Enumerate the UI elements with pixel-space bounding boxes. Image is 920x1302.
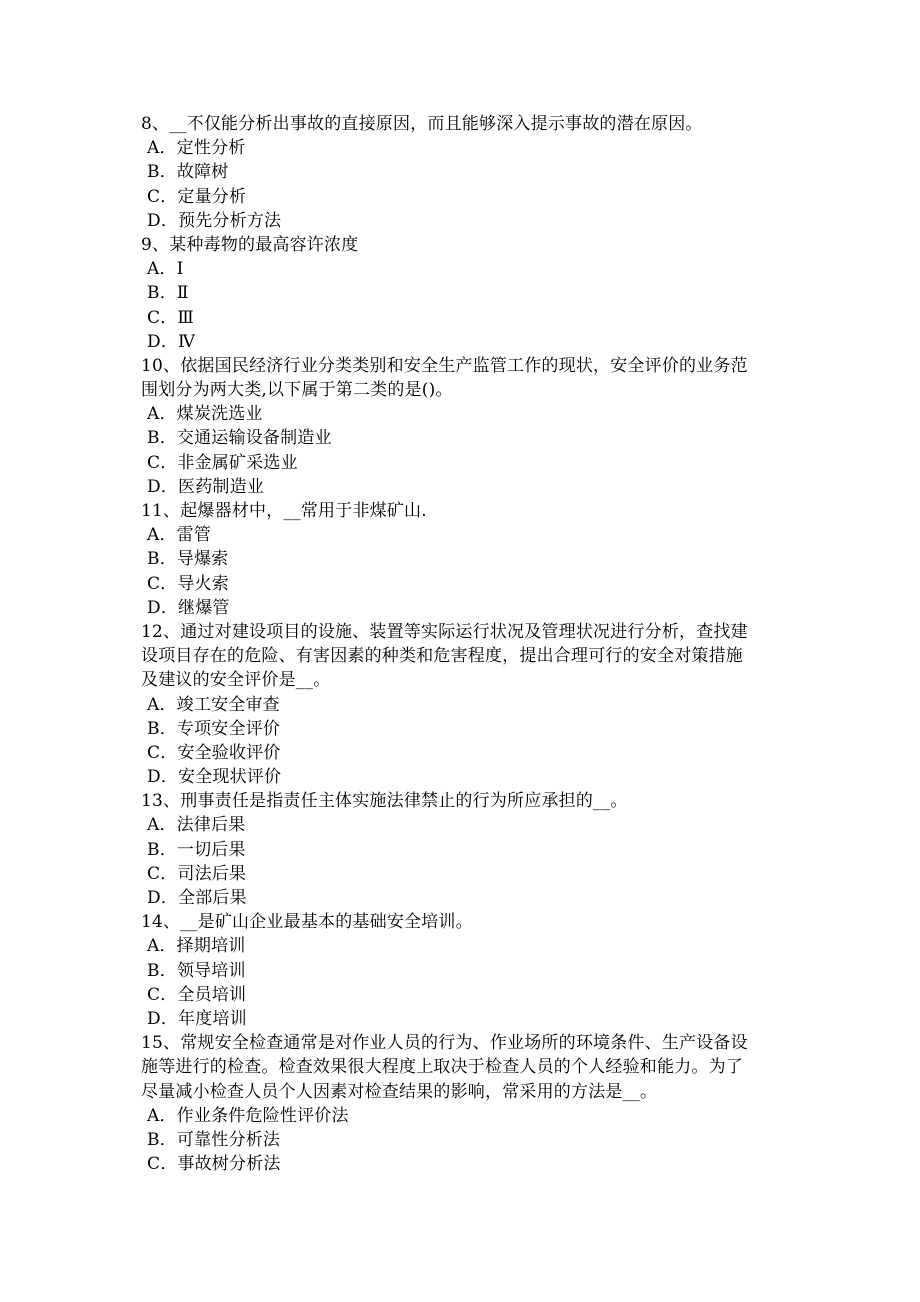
- question-item: [141, 112, 791, 233]
- question-item: [141, 789, 791, 910]
- answer-option: B．领导培训: [147, 960, 246, 981]
- answer-option: A．法律后果: [147, 815, 246, 836]
- answer-option: A．定性分析: [147, 138, 246, 159]
- question-item: [141, 620, 791, 789]
- question-list: [141, 112, 791, 1176]
- answer-option: B．导爆索: [147, 549, 229, 570]
- answer-option: B．Ⅱ: [147, 283, 189, 304]
- answer-option: D．继爆管: [147, 597, 230, 618]
- question-text: 10、依据国民经济行业分类类别和安全生产监管工作的现状，安全评价的业务范: [141, 355, 748, 376]
- question-item: [141, 1031, 791, 1176]
- question-text: 11、起爆器材中，__常用于非煤矿山.: [141, 501, 427, 521]
- answer-option: D．全部后果: [147, 888, 247, 908]
- answer-option: B．一切后果: [147, 839, 246, 860]
- question-text: 尽量减小检查人员个人因素对检查结果的影响，常采用的方法是__。: [141, 1081, 658, 1102]
- question-text: 14、__是矿山企业最基本的基础安全培训。: [141, 912, 473, 933]
- answer-option: B．可靠性分析法: [147, 1129, 281, 1150]
- question-item: [141, 910, 791, 1031]
- question-text: 设项目存在的危险、有害因素的种类和危害程度，提出合理可行的安全对策措施: [141, 646, 743, 667]
- answer-option: C．安全验收评价: [147, 742, 281, 763]
- question-text: 围划分为两大类,以下属于第二类的是()。: [141, 380, 453, 401]
- answer-option: D．预先分析方法: [147, 210, 282, 231]
- answer-option: C．事故树分析法: [147, 1154, 281, 1175]
- answer-option: B．交通运输设备制造业: [147, 428, 332, 449]
- answer-option: D．年度培训: [147, 1008, 247, 1029]
- answer-option: D．Ⅳ: [147, 331, 196, 352]
- answer-option: C．导火索: [147, 573, 230, 594]
- question-text: 15、常规安全检查通常是对作业人员的行为、作业场所的环境条件、生产设备设: [141, 1033, 748, 1054]
- answer-option: C．全员培训: [147, 984, 247, 1005]
- answer-option: B．故障树: [147, 162, 229, 183]
- answer-option: A．作业条件危险性评价法: [147, 1105, 349, 1126]
- answer-option: D．医药制造业: [147, 476, 265, 497]
- answer-option: C．非金属矿采选业: [147, 452, 298, 473]
- question-text: 8、__不仅能分析出事故的直接原因，而且能够深入提示事故的潜在原因。: [141, 114, 703, 134]
- question-item: [141, 233, 791, 354]
- answer-option: A．Ⅰ: [147, 259, 184, 280]
- question-item: [141, 354, 791, 499]
- answer-option: A．煤炭洗选业: [147, 404, 263, 425]
- answer-option: A．竣工安全审查: [147, 694, 280, 715]
- question-item: [141, 499, 791, 620]
- question-text: 9、某种毒物的最高容许浓度: [141, 234, 359, 255]
- question-text: 13、刑事责任是指责任主体实施法律禁止的行为所应承担的__。: [141, 791, 628, 812]
- answer-option: C．定量分析: [147, 186, 247, 207]
- question-text: 12、通过对建设项目的设施、装置等实际运行状况及管理状况进行分析，查找建: [141, 621, 748, 642]
- answer-option: A．雷管: [147, 525, 212, 546]
- question-text: 及建议的安全评价是__。: [141, 670, 331, 691]
- question-text: 施等进行的检查。检查效果很大程度上取决于检查人员的个人经验和能力。为了: [141, 1057, 743, 1078]
- answer-option: D．安全现状评价: [147, 767, 282, 788]
- answer-option: C．Ⅲ: [147, 307, 195, 328]
- answer-option: C．司法后果: [147, 863, 247, 884]
- answer-option: A．择期培训: [147, 936, 246, 957]
- answer-option: B．专项安全评价: [147, 718, 281, 739]
